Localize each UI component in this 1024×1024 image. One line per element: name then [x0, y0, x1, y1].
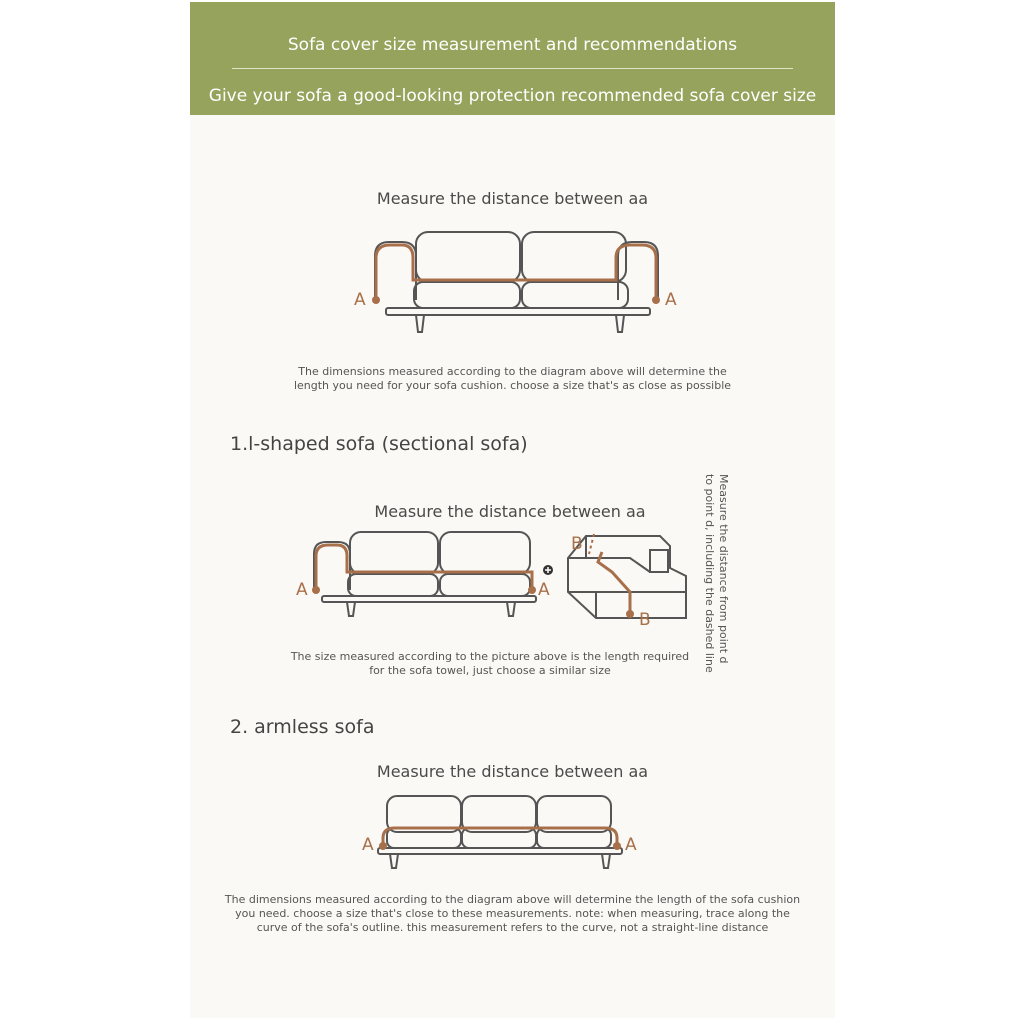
- plus-icon: [543, 565, 553, 575]
- armless-note-line2: you need. choose a size that's close to these measurements. note: when measuring, trace along the: [235, 907, 790, 920]
- side-note-line2: to point d, including the dashed line: [703, 474, 716, 673]
- page-title: Sofa cover size measurement and recommendations: [287, 35, 738, 55]
- seat-cushion-left: [414, 282, 520, 308]
- back-cushion-right: [522, 232, 626, 282]
- sofa-with-arms-diagram: [375, 232, 658, 332]
- label-l-a-right: A: [538, 580, 550, 600]
- sofa-base: [386, 308, 650, 315]
- point-a-l-left: [312, 586, 320, 594]
- label-b-bottom: B: [639, 610, 651, 630]
- side-note-line1: Measure the distance from point d: [717, 474, 730, 664]
- content-panel: [190, 2, 835, 1018]
- seat-cushion-right: [522, 282, 628, 308]
- main-note-line2: length you need for your sofa cushion. choose a size that's as close as possible: [293, 379, 732, 392]
- main-note-line1: The dimensions measured according to the diagram above will determine the: [298, 365, 727, 378]
- l-shaped-caption: Measure the distance between aa: [374, 502, 646, 521]
- back-cushion-left: [416, 232, 520, 282]
- leg-left: [416, 315, 424, 332]
- l-shaped-note-line2: for the sofa towel, just choose a similar size: [369, 664, 611, 677]
- point-a-left: [372, 296, 380, 304]
- measure-line-main: [376, 245, 656, 300]
- label-b-top: B: [571, 534, 583, 554]
- label-l-a-left: A: [296, 580, 308, 600]
- label-armless-a-right: A: [625, 835, 637, 855]
- page-subtitle: Give your sofa a good-looking protection recommended sofa cover size: [208, 86, 817, 106]
- leg-right: [616, 315, 624, 332]
- point-a-armless-right: [613, 842, 621, 850]
- armless-heading: 2. armless sofa: [230, 716, 375, 738]
- armless-note-line3: curve of the sofa's outline. this measurement refers to the curve, not a straight-line distance: [256, 921, 769, 934]
- main-diagram-caption: Measure the distance between aa: [376, 189, 649, 208]
- label-a-left: A: [354, 290, 366, 310]
- point-a-armless-left: [379, 842, 387, 850]
- armless-note-line1: The dimensions measured according to the diagram above will determine the length of the sofa cushion: [224, 893, 801, 906]
- label-armless-a-left: A: [362, 835, 374, 855]
- point-a-l-right: [528, 586, 536, 594]
- arm-left: [375, 242, 416, 300]
- l-shaped-note-line1: The size measured according to the picture above is the length required: [290, 650, 690, 663]
- arm-right: [618, 242, 658, 300]
- label-a-right: A: [665, 290, 677, 310]
- measure-line-l-chaise: [598, 552, 630, 614]
- measure-line-armless: [383, 828, 617, 846]
- l-shaped-heading: 1.l-shaped sofa (sectional sofa): [230, 433, 528, 455]
- armless-sofa-diagram: [378, 796, 622, 868]
- point-a-right: [652, 296, 660, 304]
- l-sofa-front-diagram: [314, 532, 536, 616]
- l-sofa-chaise-diagram: [568, 536, 686, 618]
- point-b-bottom: [626, 610, 634, 618]
- armless-caption: Measure the distance between aa: [376, 762, 649, 781]
